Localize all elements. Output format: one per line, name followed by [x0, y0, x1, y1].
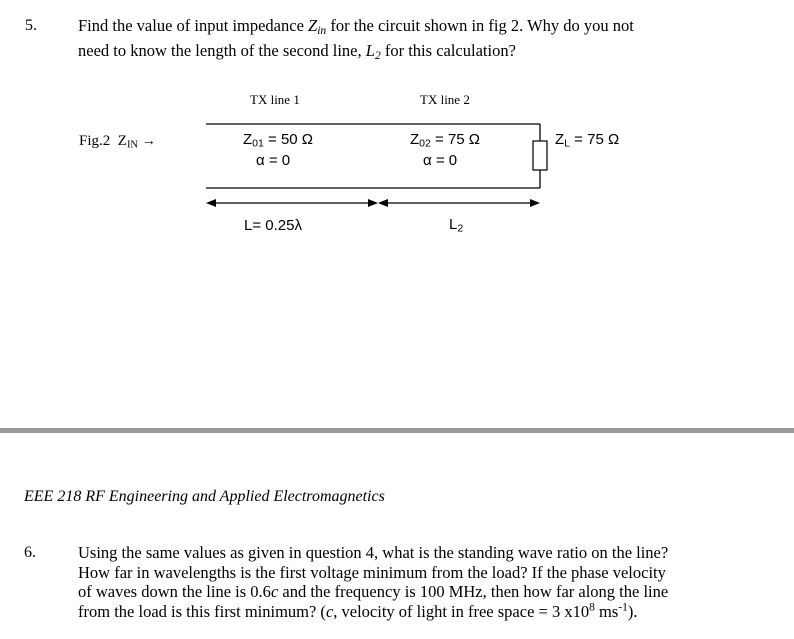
l2-label-subscript: 2: [457, 222, 464, 235]
q6-text-segment: ).: [627, 601, 638, 621]
load-resistor: [533, 141, 547, 170]
page-divider: [0, 428, 794, 433]
question-6-number: 6.: [24, 544, 36, 561]
q5-text-segment: Find the value of input impedance: [78, 16, 309, 35]
alpha-1-label: α = 0: [256, 152, 291, 169]
q6-text-segment: and the frequency is 100 MHz, then how far along the line: [278, 582, 669, 601]
alpha-2-label: α = 0: [423, 152, 458, 169]
c-symbol: c: [325, 601, 334, 621]
zl-symbol: Z: [555, 131, 565, 148]
exponent-8: 8: [589, 601, 595, 614]
zin-label-subscript: IN: [126, 139, 139, 151]
zin-symbol: Z: [308, 16, 318, 35]
q5-text-segment: for the circuit shown in fig 2. Why do you not: [326, 16, 634, 35]
q6-text-segment: from the load is this first minimum? (: [78, 601, 326, 621]
length-1-arrow-right-head: [368, 199, 378, 207]
q5-text-segment: for this calculation?: [380, 41, 516, 60]
tx-line-2-label: TX line 2: [420, 92, 470, 107]
length-2-arrow-right-head: [530, 199, 540, 207]
fig-number: Fig.2: [79, 133, 111, 149]
l2-label-symbol: L: [449, 216, 458, 233]
question-6-line-3: [78, 582, 668, 602]
tx-line-1-label: TX line 1: [250, 92, 300, 107]
zin-label-symbol: Z: [117, 133, 127, 149]
zin-subscript: in: [317, 24, 327, 37]
course-footer: EEE 218 RF Engineering and Applied Electromagnetics: [24, 488, 385, 505]
z01-value: = 50 Ω: [263, 131, 314, 148]
exponent-minus-1: -1: [618, 601, 628, 614]
z02-subscript: 02: [419, 137, 431, 150]
question-6-line-4: [78, 602, 668, 622]
question-6-line-2: How far in wavelengths is the first voltage minimum from the load? If the phase velocity: [78, 562, 666, 582]
c-symbol: c: [270, 582, 279, 601]
length-1-label: L= 0.25λ: [244, 217, 302, 234]
q6-text-segment: ms: [594, 601, 619, 621]
l2-subscript: 2: [374, 49, 381, 62]
z02-value: = 75 Ω: [430, 131, 481, 148]
length-1-arrow-left-head: [206, 199, 216, 207]
question-6-text: [78, 543, 668, 621]
l2-symbol: L: [365, 41, 375, 60]
question-6-line-1: Using the same values as given in question 4, what is the standing wave ratio on the line?: [78, 543, 669, 562]
zl-value: = 75 Ω: [570, 131, 620, 148]
z01-subscript: 01: [252, 137, 264, 150]
length-2-arrow-left-head: [378, 199, 388, 207]
q5-text-segment: need to know the length of the second line,: [78, 41, 366, 60]
question-5-number: 5.: [25, 17, 37, 34]
q6-text-segment: of waves down the line is 0.6: [78, 582, 271, 601]
zin-arrow-icon: →: [141, 132, 156, 148]
z01-symbol: Z: [243, 131, 253, 148]
q6-text-segment: , velocity of light in free space = 3 x10: [333, 601, 590, 621]
zl-subscript: L: [564, 137, 571, 150]
length-2-label: [449, 216, 463, 233]
z02-symbol: Z: [410, 131, 420, 148]
